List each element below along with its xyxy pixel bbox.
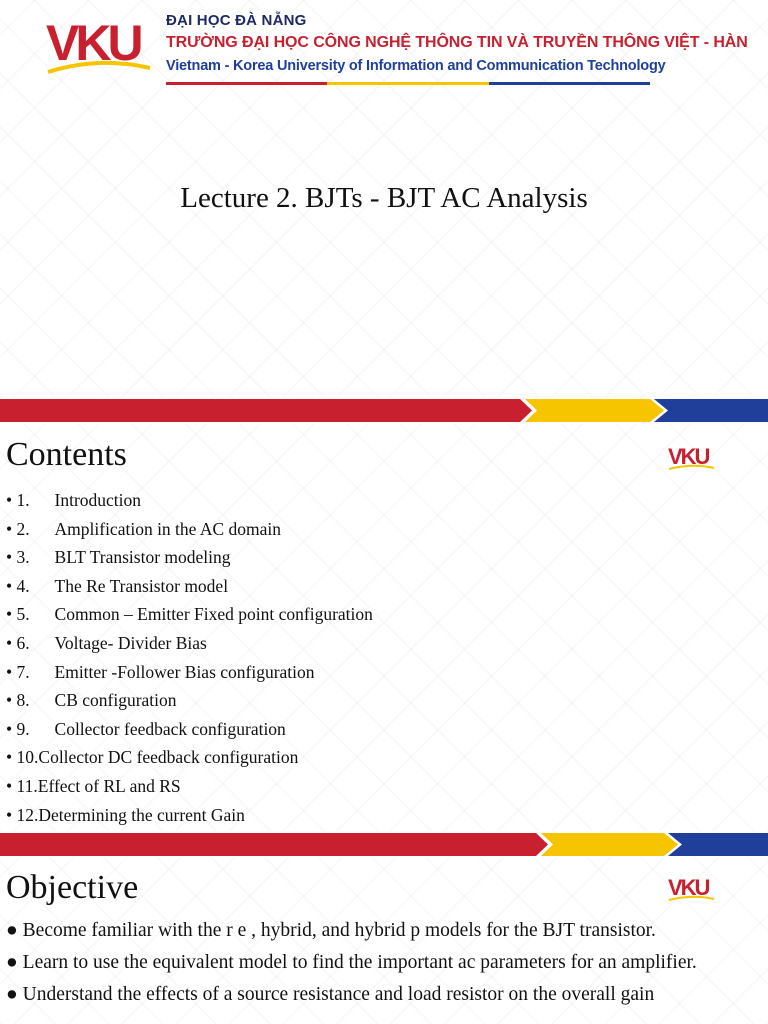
objective-item: ● Become familiar with the r e , hybrid, and hybrid p models for the BJT transistor. bbox=[6, 920, 656, 941]
contents-item: • 3. BLT Transistor modeling bbox=[6, 547, 231, 568]
contents-item: • 12.Determining the current Gain bbox=[6, 804, 245, 825]
contents-item: • 8. CB configuration bbox=[6, 690, 177, 711]
contents-item: • 11.Effect of RL and RS bbox=[6, 775, 181, 796]
contents-item: • 9. Collector feedback configuration bbox=[6, 718, 286, 739]
vku-logo-small bbox=[668, 875, 716, 903]
contents-item: • 10.Collector DC feedback configuration bbox=[6, 747, 299, 768]
vku-logo-text: VKU bbox=[46, 15, 140, 71]
vku-logo bbox=[44, 14, 154, 76]
contents-list bbox=[6, 486, 373, 829]
objective-title: Objective bbox=[6, 869, 139, 906]
contents-item: • 2. Amplification in the AC domain bbox=[6, 518, 282, 539]
contents-slide bbox=[0, 424, 768, 831]
svg-text:VKU: VKU bbox=[668, 875, 709, 900]
contents-title: Contents bbox=[6, 436, 127, 473]
contents-item: • 5. Common – Emitter Fixed point configuration bbox=[6, 604, 373, 625]
objective-slide bbox=[0, 857, 768, 1024]
lecture-title: Lecture 2. BJTs - BJT AC Analysis bbox=[180, 182, 588, 214]
contents-item: • 7. Emitter -Follower Bias configuration bbox=[6, 661, 315, 682]
objective-item: ● Understand the effects of a source resistance and load resistor on the overall gain bbox=[6, 984, 655, 1005]
slide-divider-band bbox=[0, 831, 768, 858]
objective-item: ● Learn to use the equivalent model to find the important ac parameters for an amplifier. bbox=[6, 952, 697, 973]
objective-list bbox=[6, 919, 762, 1015]
contents-item: • 6. Voltage- Divider Bias bbox=[6, 632, 207, 653]
slide-divider-band bbox=[0, 397, 768, 424]
contents-item: • 1. Introduction bbox=[6, 490, 142, 510]
title-slide bbox=[0, 0, 768, 397]
contents-item: • 4. The Re Transistor model bbox=[6, 575, 229, 596]
svg-text:VKU: VKU bbox=[668, 444, 709, 469]
university-line-1: ĐẠI HỌC ĐÀ NẴNG bbox=[166, 12, 307, 29]
vku-logo-small bbox=[668, 444, 716, 472]
university-line-2: TRƯỜNG ĐẠI HỌC CÔNG NGHỆ THÔNG TIN VÀ TRUYỀN THÔNG VIỆT - HÀN bbox=[166, 34, 748, 51]
header-rule bbox=[166, 82, 650, 85]
university-line-3: Vietnam - Korea University of Information and Communication Technology bbox=[166, 58, 666, 74]
